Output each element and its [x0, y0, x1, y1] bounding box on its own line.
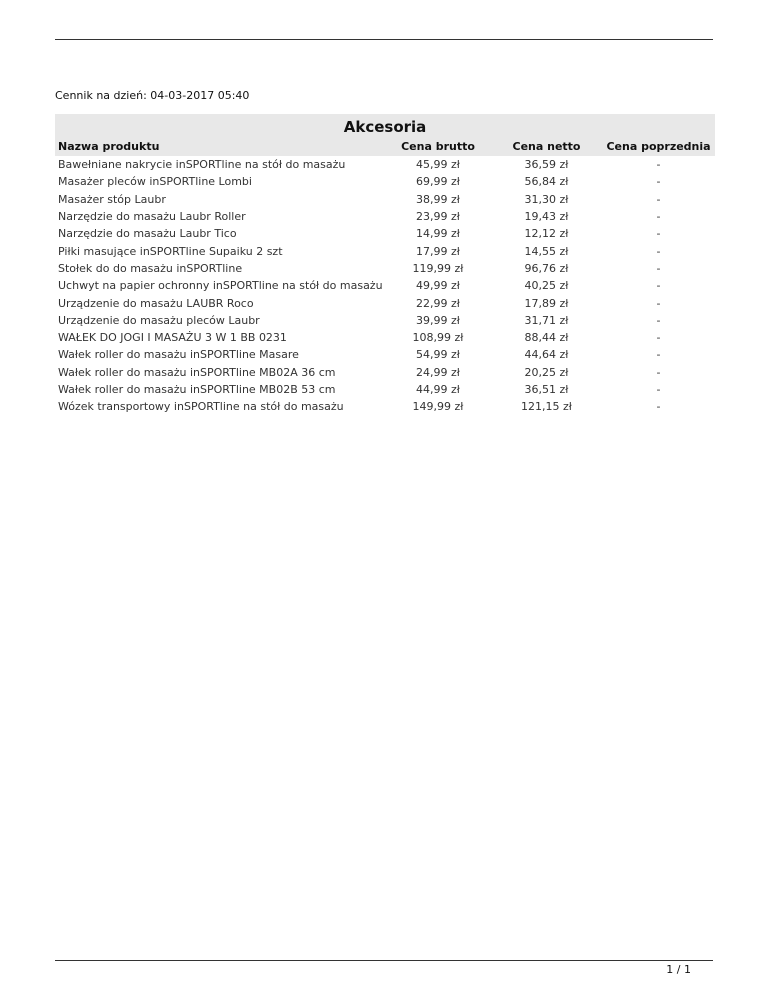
product-name: Narzędzie do masażu Laubr Tico: [58, 227, 237, 241]
price-netto: 36,51 zł: [524, 383, 569, 396]
price-brutto: 119,99 zł: [412, 261, 464, 275]
product-name: Masażer stóp Laubr: [58, 192, 166, 206]
price-brutto: 44,99 zł: [416, 383, 460, 396]
price-previous: -: [656, 296, 661, 310]
product-name: Urządzenie do masażu pleców Laubr: [58, 313, 260, 327]
price-netto: 40,25 zł: [524, 279, 569, 293]
price-brutto: 17,99 zł: [416, 244, 460, 258]
table-row: [55, 242, 715, 259]
table-row: [55, 156, 715, 173]
table-row: [55, 381, 715, 398]
price-brutto: 54,99 zł: [416, 348, 460, 362]
price-netto: 96,76 zł: [524, 261, 569, 275]
price-netto: 17,89 zł: [524, 296, 569, 310]
price-previous: -: [656, 244, 661, 258]
footer-divider: [55, 960, 713, 961]
price-netto: 31,71 zł: [524, 313, 569, 327]
price-previous: -: [656, 313, 661, 327]
table-row: [55, 312, 715, 329]
price-list-date: Cennik na dzień: 04-03-2017 05:40: [55, 89, 250, 102]
table-row: [55, 346, 715, 363]
price-previous: -: [656, 192, 661, 206]
column-header-brutto: Cena brutto: [385, 137, 491, 156]
price-previous: -: [656, 175, 661, 189]
product-name: Narzędzie do masażu Laubr Roller: [58, 210, 246, 224]
table-row: [55, 364, 715, 381]
product-name: Piłki masujące inSPORTline Supaiku 2 szt: [58, 244, 283, 258]
price-brutto: 108,99 zł: [412, 331, 464, 345]
price-brutto: 38,99 zł: [416, 192, 460, 206]
price-previous: -: [656, 227, 661, 241]
price-previous: -: [656, 261, 661, 275]
price-previous: -: [656, 400, 661, 414]
price-previous: -: [656, 383, 661, 396]
price-previous: -: [656, 210, 661, 224]
price-netto: 44,64 zł: [524, 348, 569, 362]
price-brutto: 49,99 zł: [416, 279, 460, 293]
price-previous: -: [656, 331, 661, 345]
table-row: [55, 208, 715, 225]
table-row: [55, 191, 715, 208]
price-brutto: 69,99 zł: [416, 175, 460, 189]
column-header-netto: Cena netto: [491, 137, 602, 156]
price-previous: -: [656, 365, 661, 379]
price-previous: -: [656, 348, 661, 362]
product-name: Wałek roller do masażu inSPORTline Masare: [58, 348, 299, 362]
price-previous: -: [656, 279, 661, 293]
column-header-name: Nazwa produktu: [55, 137, 385, 156]
product-name: WAŁEK DO JOGI I MASAŻU 3 W 1 BB 0231: [58, 331, 287, 345]
table-row: [55, 398, 715, 415]
product-name: Uchwyt na papier ochronny inSPORTline na stół do masażu: [58, 279, 383, 293]
product-name: Masażer pleców inSPORTline Lombi: [58, 175, 252, 189]
table-row: [55, 294, 715, 311]
price-netto: 56,84 zł: [524, 175, 569, 189]
page-number: 1 / 1: [666, 963, 691, 976]
price-netto: 12,12 zł: [524, 227, 569, 241]
table-row: [55, 329, 715, 346]
column-header-row: [55, 137, 715, 156]
table-row: [55, 225, 715, 242]
product-name: Bawełniane nakrycie inSPORTline na stół do masażu: [58, 158, 346, 172]
price-brutto: 23,99 zł: [416, 210, 460, 224]
price-table: [55, 114, 715, 415]
product-name: Urządzenie do masażu LAUBR Roco: [58, 296, 254, 310]
product-name: Stołek do do masażu inSPORTline: [58, 261, 243, 275]
table-row: [55, 277, 715, 294]
product-name: Wózek transportowy inSPORTline na stół do masażu: [58, 400, 344, 414]
table-row: [55, 260, 715, 277]
price-netto: 20,25 zł: [524, 365, 569, 379]
price-previous: -: [656, 158, 661, 172]
category-title: Akcesoria: [55, 114, 715, 137]
price-netto: 14,55 zł: [524, 244, 569, 258]
price-brutto: 14,99 zł: [416, 227, 460, 241]
price-netto: 88,44 zł: [524, 331, 569, 345]
header-divider: [55, 39, 713, 40]
product-name: Wałek roller do masażu inSPORTline MB02A 36 cm: [58, 365, 336, 379]
product-name: Wałek roller do masażu inSPORTline MB02B 53 cm: [58, 383, 336, 396]
price-brutto: 39,99 zł: [416, 313, 460, 327]
price-netto: 19,43 zł: [524, 210, 569, 224]
price-brutto: 149,99 zł: [412, 400, 464, 414]
table-row: [55, 173, 715, 190]
category-row: [55, 114, 715, 137]
price-netto: 31,30 zł: [524, 192, 569, 206]
price-netto: 121,15 zł: [521, 400, 572, 414]
column-header-previous: Cena poprzednia: [602, 137, 715, 156]
price-brutto: 22,99 zł: [416, 296, 460, 310]
price-netto: 36,59 zł: [524, 158, 569, 172]
price-brutto: 24,99 zł: [416, 365, 460, 379]
price-brutto: 45,99 zł: [416, 158, 460, 172]
